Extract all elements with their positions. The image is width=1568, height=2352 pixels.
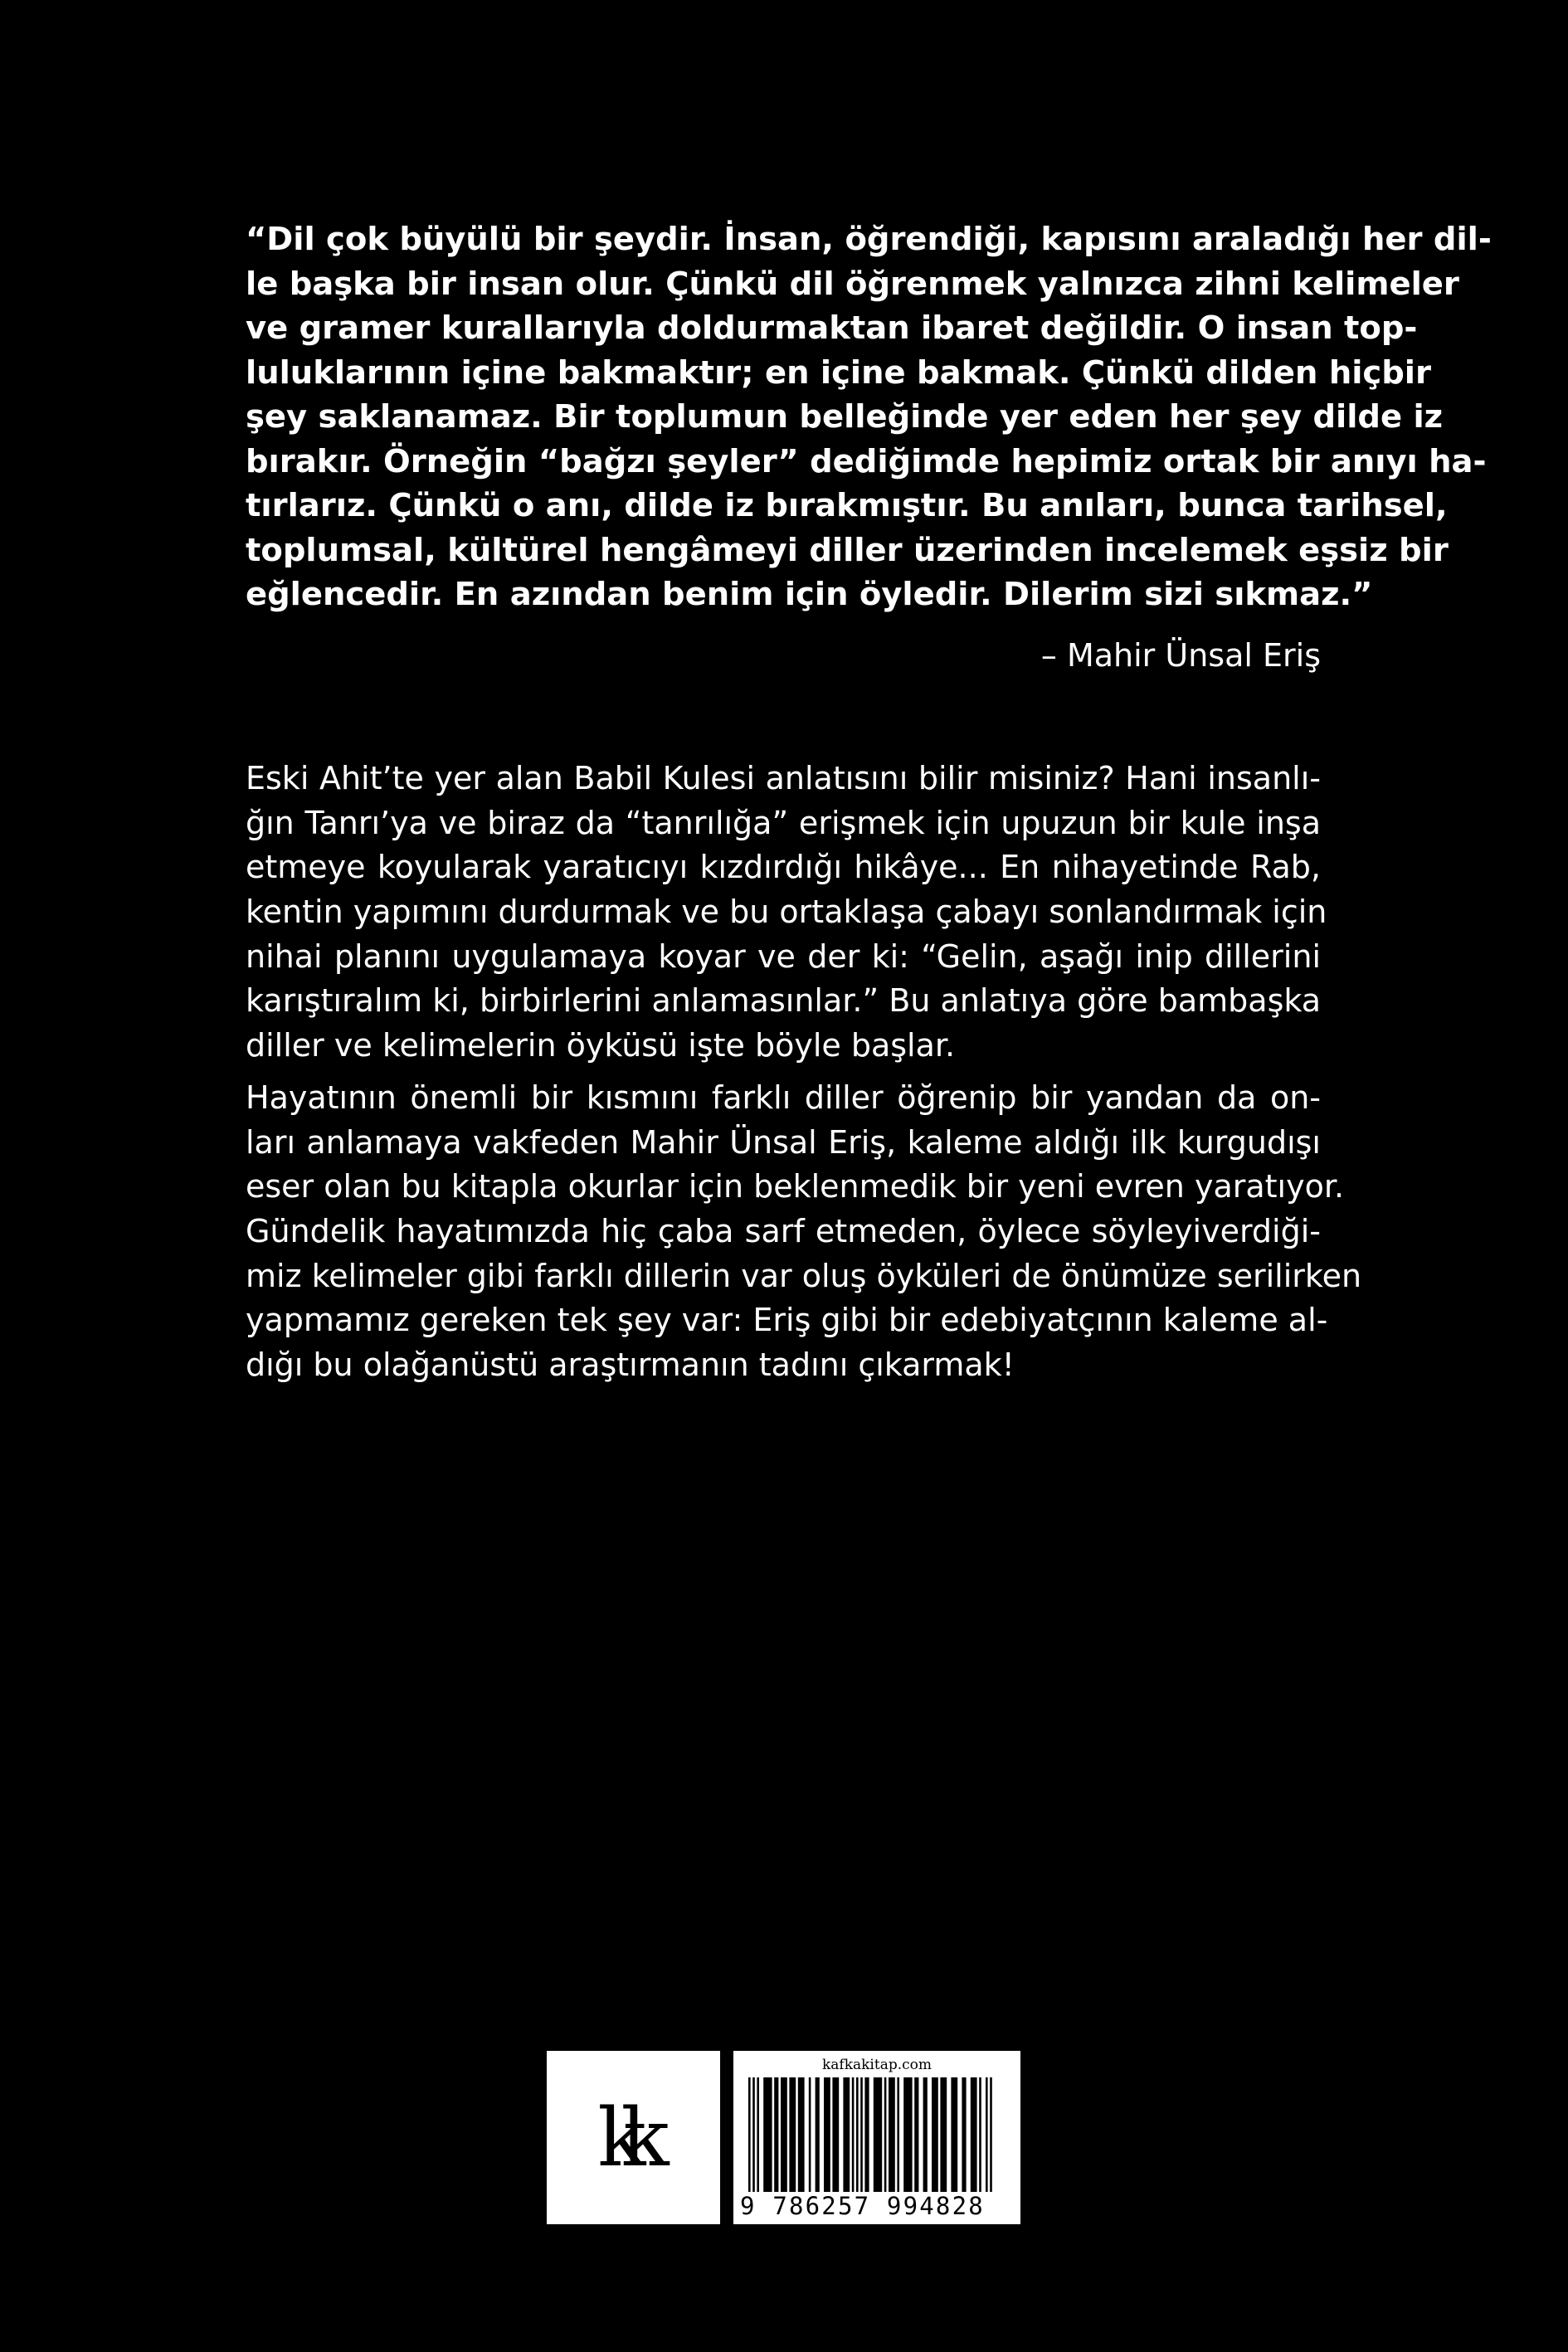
barcode-bar bbox=[752, 2077, 755, 2192]
quote-line: ve gramer kurallarıyla doldurmaktan ibaret değildir. O insan top- bbox=[246, 309, 1418, 347]
description-line: ları anlamaya vakfeden Mahir Ünsal Eriş, kaleme aldığı ilk kurgudışı bbox=[246, 1123, 1321, 1161]
barcode-bar bbox=[774, 2077, 778, 2192]
barcode-bar bbox=[940, 2077, 947, 2192]
barcode-bar bbox=[748, 2077, 751, 2192]
quote-line: şey saklanamaz. Bir toplumun belleğinde yer eden her şey dilde iz bbox=[246, 398, 1444, 436]
barcode-bar bbox=[979, 2077, 981, 2192]
description-line: karıştıralım ki, birbirlerini anlamasınlar.” Bu anlatıya göre bambaşka bbox=[246, 982, 1321, 1020]
publisher-website: kafkakitap.com bbox=[821, 2057, 933, 2073]
barcode-bar bbox=[923, 2077, 928, 2192]
description-paragraph-2 bbox=[246, 1076, 1362, 1388]
barcode-bar bbox=[763, 2077, 772, 2192]
barcode-bar bbox=[856, 2077, 859, 2192]
description-line: ğın Tanrı’ya ve biraz da “tanrılığa” erişmek için upuzun bir kule inşa bbox=[246, 804, 1321, 841]
description-line: yapmamız gereken tek şey var: Eriş gibi bir edebiyatçının kaleme al- bbox=[246, 1302, 1328, 1339]
description-line: eser olan bu kitapla okurlar için beklenmedik bir yeni evren yaratıyor. bbox=[246, 1168, 1345, 1205]
barcode-bar bbox=[860, 2077, 863, 2192]
kafka-kk-logo-icon: kk bbox=[597, 2091, 645, 2184]
barcode-bar bbox=[951, 2077, 957, 2192]
barcode-bar bbox=[986, 2077, 988, 2192]
description-paragraph-1 bbox=[246, 757, 1327, 1069]
quote-line: le başka bir insan olur. Çünkü dil öğrenmek yalnızca zihni kelimeler bbox=[246, 265, 1459, 303]
quote-line: toplumsal, kültürel hengâmeyi diller üzerinden incelemek eşsiz bir bbox=[246, 531, 1449, 569]
description-line: miz kelimeler gibi farklı dillerin var oluş öyküleri de önümüze serilirken bbox=[246, 1257, 1362, 1294]
barcode-bar bbox=[897, 2077, 899, 2192]
quote-line: eğlencedir. En azından benim için öyledir. Dilerim sizi sıkmaz.” bbox=[246, 576, 1373, 613]
description-line: diller ve kelimelerin öyküsü işte böyle başlar. bbox=[246, 1027, 956, 1064]
barcode-bar bbox=[809, 2077, 811, 2192]
isbn-barcode-icon bbox=[740, 2077, 1014, 2192]
barcode-bar bbox=[962, 2077, 966, 2192]
isbn-digits: 9 786257 994828 bbox=[740, 2192, 985, 2220]
barcode-bar bbox=[903, 2077, 912, 2192]
barcode-bar bbox=[914, 2077, 918, 2192]
description-line: Gündelik hayatımızda hiç çaba sarf etmeden, öylece söyleyiverdiği- bbox=[246, 1213, 1321, 1250]
barcode-bar bbox=[798, 2077, 805, 2192]
author-quote bbox=[246, 217, 1492, 617]
barcode-box bbox=[733, 2051, 1020, 2224]
barcode-bar bbox=[932, 2077, 938, 2192]
barcode-bar bbox=[816, 2077, 820, 2192]
barcode-bar bbox=[852, 2077, 855, 2192]
barcode-bar bbox=[990, 2077, 992, 2192]
barcode-bar bbox=[884, 2077, 887, 2192]
quote-line: bırakır. Örneğin “bağzı şeyler” dediğimde hepimiz ortak bir anıyı ha- bbox=[246, 442, 1487, 480]
barcode-bar bbox=[757, 2077, 759, 2192]
quote-attribution: – Mahir Ünsal Eriş bbox=[1040, 637, 1321, 674]
barcode-bar bbox=[832, 2077, 839, 2192]
quote-line: “Dil çok büyülü bir şeydir. İnsan, öğrendiği, kapısını araladığı her dil- bbox=[246, 221, 1492, 258]
barcode-bar bbox=[843, 2077, 850, 2192]
quote-line: tırlarız. Çünkü o anı, dilde iz bırakmıştır. Bu anıları, bunca tarihsel, bbox=[246, 487, 1448, 524]
barcode-bar bbox=[781, 2077, 787, 2192]
description-line: etmeye koyularak yaratıcıyı kızdırdığı hikâye... En nihayetinde Rab, bbox=[246, 849, 1321, 886]
publisher-logo-box bbox=[547, 2051, 720, 2224]
quote-line: luluklarının içine bakmaktır; en içine bakmak. Çünkü dilden hiçbir bbox=[246, 353, 1431, 392]
barcode-bar bbox=[889, 2077, 895, 2192]
description-line: nihai planını uygulamaya koyar ve der ki: “Gelin, aşağı inip dillerini bbox=[246, 937, 1321, 975]
barcode-bar bbox=[824, 2077, 830, 2192]
description-line: dığı bu olağanüstü araştırmanın tadını çıkarmak! bbox=[246, 1346, 1015, 1384]
description-line: Eski Ahit’te yer alan Babil Kulesi anlatısını bilir misiniz? Hani insanlı- bbox=[246, 760, 1321, 796]
barcode-bar bbox=[864, 2077, 869, 2192]
description-line: Hayatının önemli bir kısmını farklı diller öğrenip bir yandan da on- bbox=[246, 1079, 1321, 1116]
barcode-bar bbox=[874, 2077, 882, 2192]
barcode-bar bbox=[789, 2077, 796, 2192]
description-line: kentin yapımını durdurmak ve bu ortaklaşa çabayı sonlandırmak için bbox=[246, 894, 1327, 931]
barcode-bar bbox=[971, 2077, 977, 2192]
